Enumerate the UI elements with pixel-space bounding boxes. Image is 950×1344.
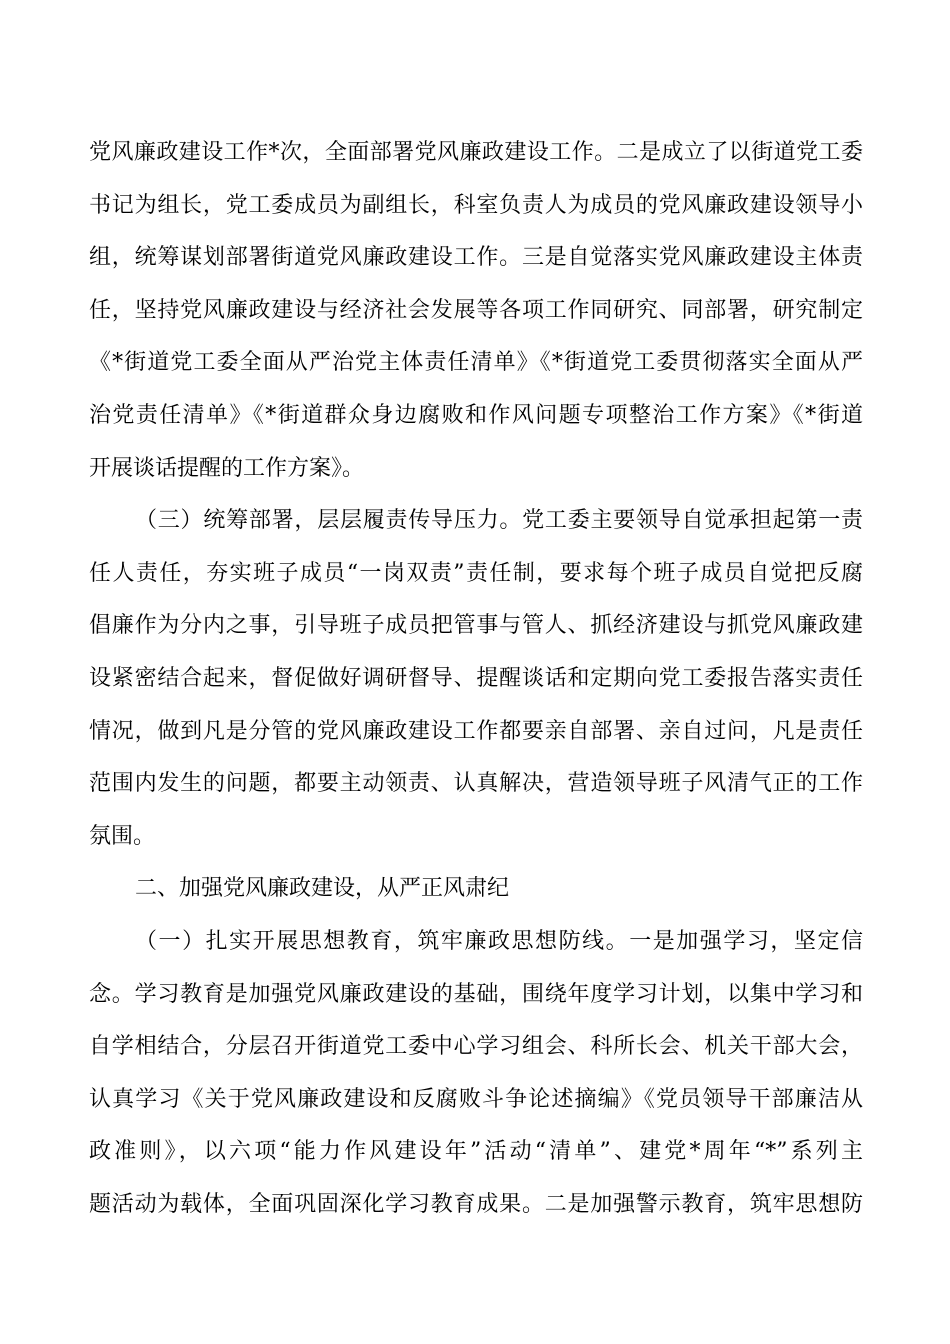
paragraph-line: 任，坚持党风廉政建设与经济社会发展等各项工作同研究、同部署，研究制定 [89,297,863,323]
paragraph-line: 书记为组长，党工委成员为副组长，科室负责人为成员的党风廉政建设领导小 [89,192,863,218]
section-heading: 二、加强党风廉政建设，从严正风肃纪 [135,876,510,902]
document-body [89,127,863,1231]
paragraph-line: 情况，做到凡是分管的党风廉政建设工作都要亲自部署、亲自过问，凡是责任 [89,718,863,744]
paragraph-line: 氛围。 [89,823,156,849]
paragraph-line: 党风廉政建设工作*次，全面部署党风廉政建设工作。二是成立了以街道党工委 [89,140,863,165]
paragraph-line: 范围内发生的问题，都要主动领责、认真解决，营造领导班子风清气正的工作 [89,771,863,797]
paragraph-line: （三）统筹部署，层层履责传导压力。党工委主要领导自觉承担起第一责 [135,508,863,534]
paragraph-line: 念。学习教育是加强党风廉政建设的基础，围绕年度学习计划，以集中学习和 [89,981,863,1007]
paragraph-line: 任人责任，夯实班子成员“一岗双责”责任制，要求每个班子成员自觉把反腐 [89,560,863,586]
paragraph-line: 《*街道党工委全面从严治党主体责任清单》《*街道党工委贯彻落实全面从严 [89,350,863,376]
paragraph-line: 开展谈话提醒的工作方案》。 [89,455,365,481]
paragraph-line: 治党责任清单》《*街道群众身边腐败和作风问题专项整治工作方案》《*街道 [89,402,863,428]
paragraph-line: 设紧密结合起来，督促做好调研督导、提醒谈话和定期向党工委报告落实责任 [89,665,863,691]
paragraph-line: 政准则》，以六项“能力作风建设年”活动“清单”、建党*周年“*”系列主 [89,1139,863,1165]
paragraph-line: 题活动为载体，全面巩固深化学习教育成果。二是加强警示教育，筑牢思想防 [89,1191,863,1217]
paragraph-line: 组，统筹谋划部署街道党风廉政建设工作。三是自觉落实党风廉政建设主体责 [89,245,863,271]
paragraph-line: 认真学习《关于党风廉政建设和反腐败斗争论述摘编》《党员领导干部廉洁从 [89,1086,863,1112]
paragraph-line: 倡廉作为分内之事，引导班子成员把管事与管人、抓经济建设与抓党风廉政建 [89,613,863,639]
paragraph-line: （一）扎实开展思想教育，筑牢廉政思想防线。一是加强学习，坚定信 [135,928,863,954]
paragraph-line: 自学相结合，分层召开街道党工委中心学习组会、科所长会、机关干部大会， [89,1034,863,1060]
